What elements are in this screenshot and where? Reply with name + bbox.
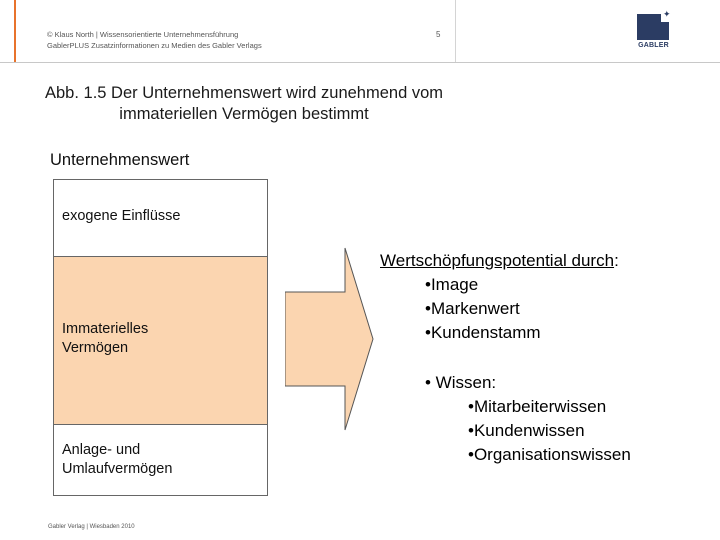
section-heading: Unternehmenswert bbox=[50, 151, 190, 169]
bullet-kundenstamm: •Kundenstamm bbox=[425, 323, 541, 342]
slide-title-line-2: immateriellen Vermögen bestimmt bbox=[119, 105, 369, 123]
bullet-image: •Image bbox=[425, 275, 479, 294]
segment-exogenous bbox=[54, 180, 267, 257]
bullet-organisationswissen: •Organisationswissen bbox=[468, 445, 631, 464]
segment-tangible-label-line-2: Umlaufvermögen bbox=[62, 461, 173, 477]
bullet-kundenwissen: •Kundenwissen bbox=[468, 421, 585, 440]
logo-star-icon: ✦ bbox=[663, 9, 671, 19]
segment-intangible-label-line-1: Immaterielles bbox=[62, 321, 149, 337]
bullet-mitarbeiterwissen: •Mitarbeiterwissen bbox=[468, 397, 607, 416]
header-divider bbox=[455, 0, 456, 62]
footer-credit: Gabler Verlag | Wiesbaden 2010 bbox=[48, 524, 135, 530]
value-drivers-heading-underlined: Wertschöpfungspotential durch bbox=[380, 251, 615, 270]
slide-title-line-1: Abb. 1.5 Der Unternehmenswert wird zunehmend vom bbox=[44, 84, 444, 102]
copyright-line-1: © Klaus North | Wissensorientierte Unternehmensführung bbox=[47, 30, 239, 39]
page-number: 5 bbox=[436, 30, 441, 39]
segment-intangible-label-line-2: Vermögen bbox=[62, 340, 129, 356]
bullet-wissen: • Wissen: bbox=[425, 373, 497, 392]
copyright-line-2: GablerPLUS Zusatzinformationen zu Medien des Gabler Verlags bbox=[47, 41, 262, 50]
arrow-right-icon bbox=[285, 244, 375, 434]
segment-intangible bbox=[54, 257, 267, 425]
gabler-logo bbox=[637, 9, 671, 52]
segment-tangible-label bbox=[62, 441, 172, 479]
bullet-markenwert: •Markenwert bbox=[425, 299, 520, 318]
value-stack-diagram bbox=[53, 179, 268, 496]
header-accent-line bbox=[14, 0, 16, 62]
value-drivers-heading-colon: : bbox=[614, 251, 619, 270]
logo-wordmark: GABLER bbox=[638, 42, 669, 49]
segment-exogenous-label: exogene Einflüsse bbox=[62, 208, 181, 224]
segment-intangible-label bbox=[62, 320, 148, 358]
segment-tangible bbox=[54, 425, 267, 495]
segment-tangible-label-line-1: Anlage- und bbox=[62, 442, 141, 458]
copyright-notice bbox=[47, 29, 262, 51]
slide-title bbox=[14, 83, 474, 125]
value-drivers-heading bbox=[380, 249, 619, 273]
header-bar bbox=[0, 0, 720, 63]
